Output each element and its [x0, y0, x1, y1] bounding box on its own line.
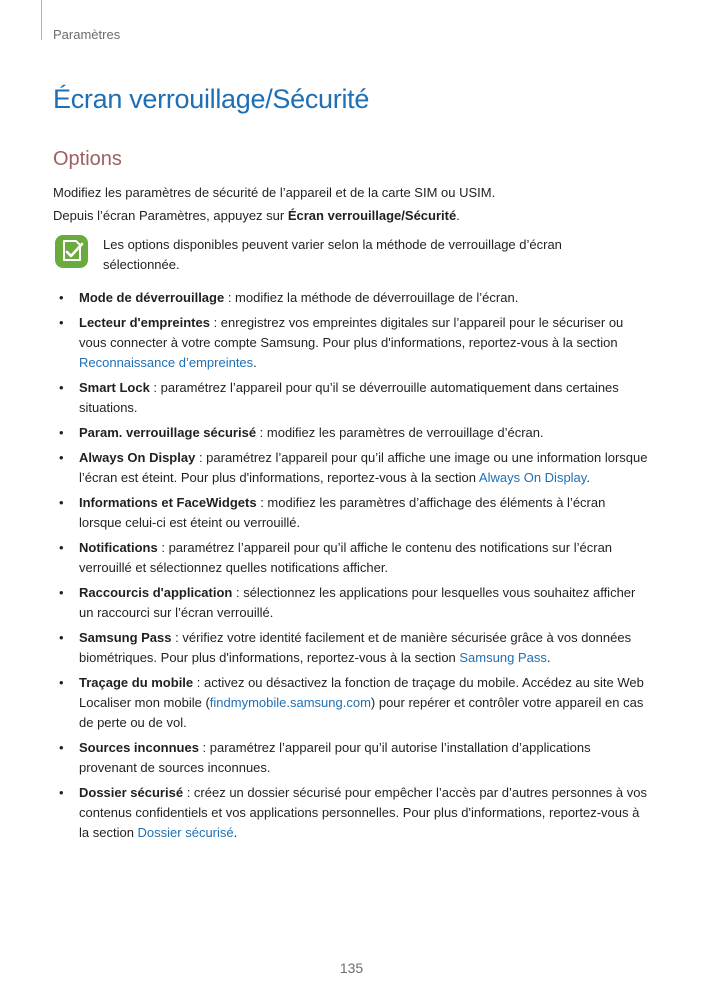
option-description: : paramétrez l’appareil pour qu’il se déverrouille automatiquement dans certaines situations.: [79, 380, 619, 415]
option-item: [59, 738, 649, 778]
option-item: [59, 783, 649, 843]
options-list: [59, 288, 649, 848]
option-description: : paramétrez l’appareil pour qu’il affiche le contenu des notifications sur l’écran verrouillé et sélectionnez quelles notifications afficher.: [79, 540, 613, 575]
option-term: Samsung Pass: [79, 630, 172, 645]
option-link[interactable]: Always On Display: [478, 470, 587, 485]
option-term: Always On Display: [79, 450, 196, 465]
bullet-icon: •: [59, 380, 64, 395]
bullet-icon: •: [59, 425, 64, 440]
option-term: Traçage du mobile: [79, 675, 194, 690]
option-item: [59, 378, 649, 418]
option-term: Raccourcis d'application: [79, 585, 233, 600]
bullet-icon: •: [59, 740, 64, 755]
option-term: Lecteur d'empreintes: [79, 315, 210, 330]
bullet-icon: •: [59, 290, 64, 305]
option-description: : vérifiez votre identité facilement et de manière sécurisée grâce à vos données biométriques. Pour plus d'informations, reportez-vous à la section: [79, 630, 632, 665]
option-term: Mode de déverrouillage: [79, 290, 225, 305]
option-term: Smart Lock: [79, 380, 150, 395]
option-description: : paramétrez l’appareil pour qu’il affiche une image ou une information lorsque l’écran est éteint. Pour plus d'informations, reportez-vous à la section: [79, 450, 648, 485]
bullet-icon: •: [59, 785, 64, 800]
intro-line-1: Modifiez les paramètres de sécurité de l’appareil et de la carte SIM ou USIM.: [53, 185, 496, 200]
intro-text: [53, 181, 495, 227]
option-description: : créez un dossier sécurisé pour empêcher l’accès par d’autres personnes à vos contenus confidentiels et vos applications personnelles. Pour plus d'informations, reportez-vous à la section: [79, 785, 647, 840]
option-term: Dossier sécurisé: [79, 785, 184, 800]
bullet-icon: •: [59, 585, 64, 600]
bullet-icon: •: [59, 540, 64, 555]
bullet-icon: •: [59, 495, 64, 510]
header-divider: [41, 0, 42, 40]
option-description: : activez ou désactivez la fonction de traçage du mobile. Accédez au site Web Localiser mon mobile (: [79, 675, 644, 710]
option-item: [59, 423, 649, 443]
option-item: [59, 288, 649, 308]
option-description: : paramétrez l’appareil pour qu’il autorise l’installation d’applications provenant de sources inconnues.: [79, 740, 591, 775]
option-link[interactable]: findmymobile.samsung.com: [209, 695, 371, 710]
option-item: [59, 313, 649, 373]
intro-line-2-pre: Depuis l’écran Paramètres, appuyez sur: [53, 208, 288, 223]
bullet-icon: •: [59, 450, 64, 465]
intro-line-2: [53, 204, 495, 227]
option-item: [59, 583, 649, 623]
option-description-end: .: [586, 470, 590, 485]
intro-line-2-bold: Écran verrouillage/Sécurité: [287, 208, 457, 223]
option-description: : modifiez la méthode de déverrouillage de l’écran.: [224, 290, 519, 305]
option-item: [59, 448, 649, 488]
option-term: Notifications: [79, 540, 158, 555]
option-item: [59, 493, 649, 533]
option-term: Param. verrouillage sécurisé: [79, 425, 257, 440]
intro-line-2-post: .: [456, 208, 460, 223]
option-description-end: ) pour repérer et contrôler votre appareil en cas de perte ou de vol.: [79, 695, 644, 730]
bullet-icon: •: [59, 315, 64, 330]
option-description: : modifiez les paramètres d’affichage des éléments à l’écran lorsque celui-ci est éteint ou verrouillé.: [79, 495, 606, 530]
option-link[interactable]: Samsung Pass: [459, 650, 547, 665]
note-check-icon: [55, 235, 88, 268]
option-item: [59, 673, 649, 733]
option-term: Informations et FaceWidgets: [79, 495, 257, 510]
option-link[interactable]: Reconnaissance d’empreintes: [79, 355, 254, 370]
option-description-end: .: [253, 355, 257, 370]
option-description-end: .: [233, 825, 238, 840]
note-text: Les options disponibles peuvent varier selon la méthode de verrouillage d’écran sélectionnée.: [103, 237, 562, 272]
option-description: : sélectionnez les applications pour lesquelles vous souhaitez afficher un raccourci sur l’écran verrouillé.: [79, 585, 636, 620]
option-item: [59, 538, 649, 578]
page-title: Écran verrouillage/Sécurité: [53, 84, 370, 114]
option-description-end: .: [546, 650, 551, 665]
option-link[interactable]: Dossier sécurisé: [137, 825, 234, 840]
page-number: 135: [339, 960, 364, 976]
section-label: Paramètres: [53, 27, 121, 42]
option-item: [59, 628, 649, 668]
option-description: : enregistrez vos empreintes digitales sur l’appareil pour le sécuriser ou vous connecter à votre compte Samsung. Pour plus d'informations, reportez-vous à la section: [79, 315, 624, 350]
bullet-icon: •: [59, 675, 64, 690]
bullet-icon: •: [59, 630, 64, 645]
option-description: : modifiez les paramètres de verrouillage d’écran.: [256, 425, 544, 440]
option-term: Sources inconnues: [79, 740, 199, 755]
section-heading: Options: [53, 148, 122, 170]
